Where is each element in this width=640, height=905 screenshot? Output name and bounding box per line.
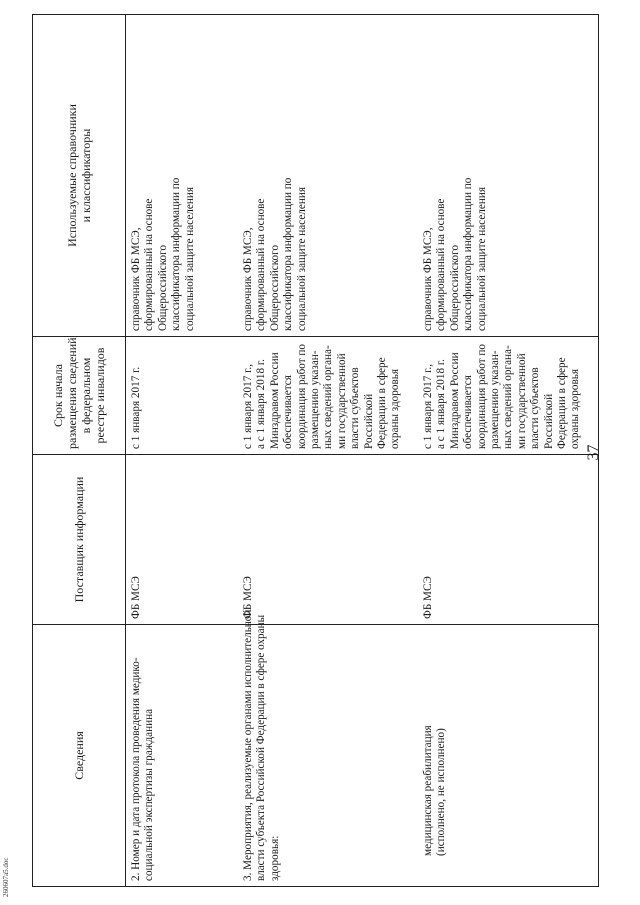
cell-line: классификатора информации по [170,177,183,331]
table-row [236,15,418,887]
header-line: и классификаторы [79,128,93,223]
cell-info [418,625,599,887]
cell-provider [236,455,418,625]
cell-line: справочник ФБ МСЭ, [422,227,434,331]
header-provider [33,455,126,625]
header-line: размещения сведений [65,337,79,449]
cell-line: ФБ МСЭ [242,576,254,619]
cell-line: Общероссийского [448,244,461,331]
page-number: 37 [585,444,602,461]
cell-line: Минздравом России [448,352,461,449]
cell-provider [418,455,599,625]
cell-line: 2. Номер и дата протокола проведения медико- [130,657,142,881]
cell-line: охраны здоровья [569,369,582,449]
cell-line: Федерации в сфере [556,357,569,449]
cell-references [126,15,237,337]
file-reference: 260607a5.doc [2,857,10,897]
cell-line: обеспечивается [282,375,295,449]
cell-info [126,625,237,887]
cell-line: Федерации в сфере [376,357,389,449]
cell-line: справочник ФБ МСЭ, [130,227,142,331]
cell-line: сформированный на основе [255,198,268,331]
cell-line: социальной защите населения [475,187,488,331]
cell-line: а с 1 января 2018 г. [435,359,448,449]
cell-line: ФБ МСЭ [422,576,434,619]
header-line: Используемые справочники [65,104,79,247]
cell-line: власти субъектов [349,367,362,449]
cell-line: справочник ФБ МСЭ, [242,227,254,331]
cell-line: а с 1 января 2018 г. [255,359,268,449]
cell-line: социальной защите населения [183,187,196,331]
cell-info [236,609,418,887]
cell-start-date [126,337,237,455]
cell-line: ми государственной [515,353,528,449]
cell-references [236,15,418,337]
cell-line: сформированный на основе [435,198,448,331]
cell-start-date [236,337,418,455]
table-header-row [33,15,126,887]
cell-line: сформированный на основе [143,198,156,331]
cell-line: ми государственной [335,353,348,449]
registry-table [32,14,599,887]
header-line: Сведения [72,731,86,780]
cell-line: охраны здоровья [389,369,402,449]
cell-references [418,15,599,337]
header-line: Срок начала [51,364,65,427]
cell-line: 3. Мероприятия, реализуемые органами исполнительной [242,609,254,881]
cell-line: социальной защите населения [295,187,308,331]
cell-line: координация работ по [295,343,308,449]
cell-start-date [418,337,599,455]
cell-line: Российской [362,393,375,449]
cell-line: Общероссийского [268,244,281,331]
cell-line: координация работ по [475,343,488,449]
cell-line: здоровья: [268,835,281,881]
cell-line: ных сведений органа- [322,345,335,449]
table-row [126,15,237,887]
cell-line: власти субъекта Российской Федерации в сфере охраны [255,614,268,881]
cell-provider [126,455,237,625]
header-line: реестре инвалидов [93,347,107,444]
cell-line: с 1 января 2017 г., [242,363,254,449]
header-line: в федеральном [79,357,93,434]
table-row [418,15,599,887]
cell-line: (исполнено, не исполнено) [435,728,448,856]
cell-line: обеспечивается [462,375,475,449]
cell-line: размещению указан- [309,350,322,449]
cell-line: классификатора информации по [282,177,295,331]
header-references [33,15,126,337]
header-line: Поставщик информации [72,476,86,603]
cell-line: с 1 января 2017 г., [422,363,434,449]
cell-line: размещению указан- [489,350,502,449]
cell-line: социальной экспертизы гражданина [143,708,156,881]
header-start-date [33,337,126,455]
cell-line: медицинская реабилитация [422,725,434,856]
cell-line: власти субъектов [529,367,542,449]
cell-line: ных сведений органа- [502,345,515,449]
cell-line: классификатора информации по [462,177,475,331]
cell-line: Общероссийского [156,244,169,331]
cell-line: с 1 января 2017 г. [130,366,142,449]
header-info [33,625,126,887]
cell-line: Российской [542,393,555,449]
cell-line: ФБ МСЭ [130,576,142,619]
cell-line: Минздравом России [268,352,281,449]
